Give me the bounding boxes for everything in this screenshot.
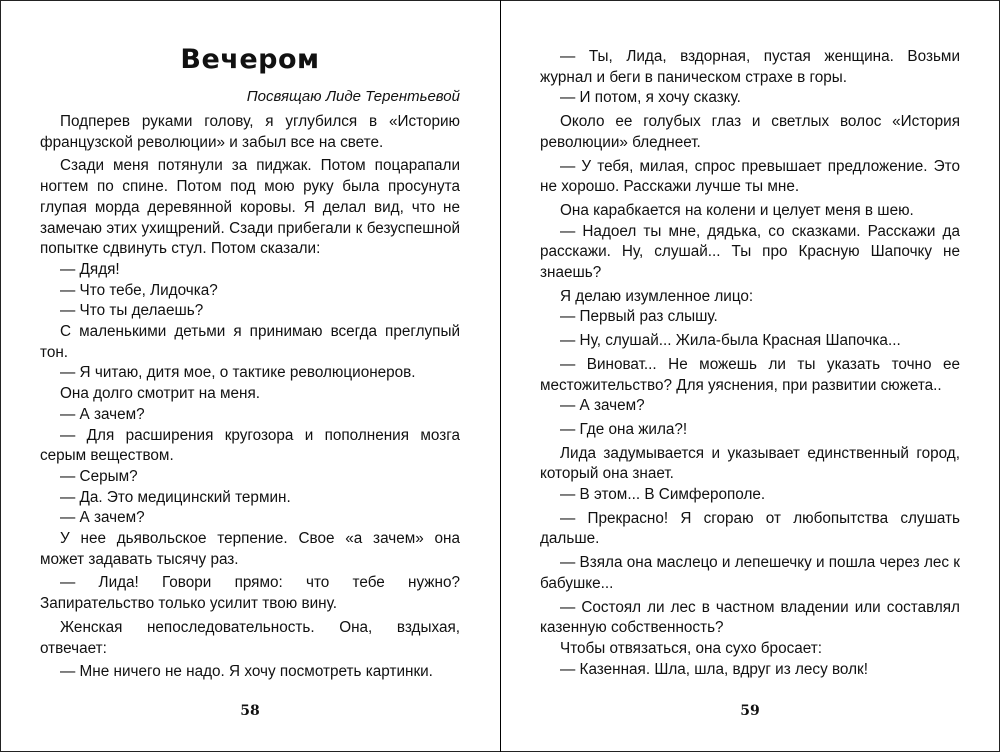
paragraph: У нее дьявольское терпение. Свое «а зачем» она может задавать тысячу раз. (40, 530, 460, 568)
paragraph: — Мне ничего не надо. Я хочу посмотреть картинки. (60, 663, 433, 681)
paragraph: Около ее голубых глаз и светлых волос «История революции» бледнеет. (540, 113, 960, 151)
paragraph: — А зачем? (560, 397, 645, 415)
paragraph: — Ты, Лида, вздорная, пустая женщина. Возьми журнал и беги в паническом страхе в горы. (540, 48, 960, 86)
paragraph: — Прекрасно! Я сгораю от любопытства слушать дальше. (540, 509, 960, 548)
paragraph: — А зачем? (60, 509, 145, 527)
paragraph: — В этом... В Симферополе. (560, 486, 766, 504)
paragraph: — Дядя! (60, 260, 120, 278)
paragraph: Лида задумывается и указывает единственный город, который она знает. (540, 444, 960, 483)
paragraph: Она карабкается на колени и целует меня в шею. (560, 201, 914, 219)
paragraph: — А зачем? (60, 405, 145, 423)
paragraph: — Казенная. Шла, шла, вдруг из лесу волк! (560, 660, 868, 678)
left-page (40, 0, 460, 752)
page-number: 58 (240, 703, 260, 719)
paragraph: — Надоел ты мне, дядька, со сказками. Расскажи да расскажи. Ну, слушай... Ты про Красную Шапочку не знаешь? (540, 222, 960, 282)
paragraph: — И потом, я хочу сказку. (560, 89, 741, 107)
paragraph: — Для расширения кругозора и пополнения мозга серым веществом. (40, 426, 460, 465)
paragraph: — Виноват... Не можешь ли ты указать точно ее местожительство? Для уяснения, при развитии сюжета.. (540, 355, 960, 394)
left-page-text (40, 112, 460, 683)
paragraph: — Что ты делаешь? (60, 302, 204, 320)
dedication: Посвящаю Лиде Терентьевой (246, 88, 460, 105)
paragraph: Я делаю изумленное лицо: (560, 287, 754, 305)
paragraph: С маленькими детьми я принимаю всегда преглупый тон. (40, 323, 460, 361)
paragraph: — Где она жила?! (560, 420, 688, 438)
paragraph: — Что тебе, Лидочка? (60, 281, 218, 299)
paragraph: — Состоял ли лес в частном владении или составлял казенную собственность? (540, 598, 960, 637)
paragraph: — Взяла она маслецо и лепешечку и пошла через лес к бабушке... (540, 554, 960, 592)
paragraph: — Лида! Говори прямо: что тебе нужно? Запирательство только усилит твою вину. (40, 574, 460, 613)
paragraph: Сзади меня потянули за пиджак. Потом поцарапали ногтем по спине. Потом под мою руку была просунута глупая морда деревянной коровы. Я делал вид, что не замечаю этих ухищрений. Сзади прибегали к безуспешной попытке сдвинуть стул. Потом сказали: (40, 157, 460, 258)
paragraph: Она долго смотрит на меня. (60, 385, 260, 403)
paragraph: — У тебя, милая, спрос превышает предложение. Это не хорошо. Расскажи лучше ты мне. (540, 157, 960, 196)
right-page (540, 0, 960, 752)
paragraph: — Я читаю, дитя мое, о тактике революционеров. (60, 364, 416, 382)
paragraph: Подперев руками голову, я углубился в «Историю французской революции» и забыл все на свете. (40, 113, 460, 151)
paragraph: Чтобы отвязаться, она сухо бросает: (560, 639, 822, 657)
page-gutter (500, 0, 501, 752)
story-title: Вечером (180, 44, 320, 75)
paragraph: — Да. Это медицинский термин. (60, 488, 291, 506)
paragraph: Женская непоследовательность. Она, вздыхая, отвечает: (40, 618, 460, 657)
paragraph: — Ну, слушай... Жила-была Красная Шапочка... (560, 332, 901, 350)
paragraph: — Первый раз слышу. (560, 308, 718, 326)
right-page-text (540, 47, 960, 680)
page-number: 59 (740, 703, 760, 719)
paragraph: — Серым? (60, 467, 138, 485)
